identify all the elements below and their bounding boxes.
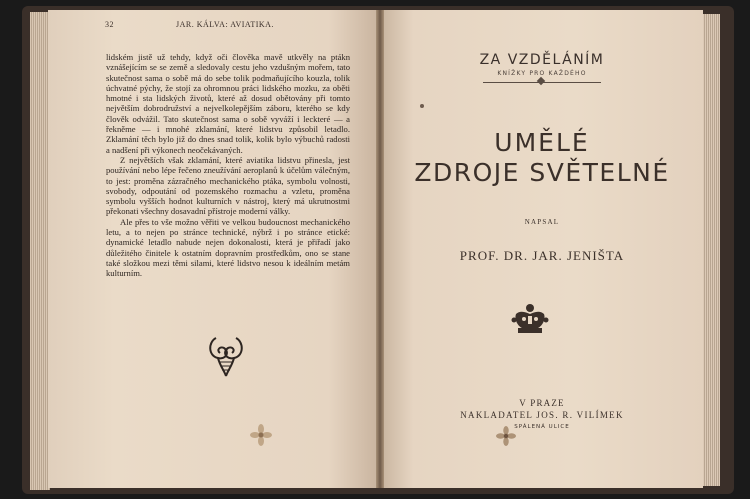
flower-stamp-icon [496, 426, 516, 446]
paragraph-1: lidském jistě už tehdy, když oči člověka mavě utkvěly na ptákn vznášejícím se se země a sledovaly cestu jeho vzdušným mořem, tato skutečnost sama o sobě má do sebe tolik podmaňujícího kouzla, tolik úchvatné pýchy, že stojí za ohromnou práci lidského mozku, za oběti hmotné i sta lidských životů, které až dosud obětovány při tomto největším dobrodružství a nejvelkolepějším záboru, kterého se kdy člověk odvážil. Tato skutečnost sama o sobě vyváží i leckteré — a řekněme — i mnohé zklamání, které lidstvu způsobil letadlo. Zklamání těch bylo již do dnes snad tolik, kolik bylo výbuchů radosti a nadšení při výkonech neočekávaných. [106, 52, 350, 155]
publication-place: V PRAZE [519, 398, 565, 408]
publisher-street: SPÁLENÁ ULICE [514, 424, 570, 430]
art-nouveau-ornament-icon [206, 330, 246, 380]
page-edges-right [702, 14, 720, 486]
paragraph-2: Z největších však zklamání, které aviatika lidstvu přinesla, jest používání nebo lépe řečeno zneužívání aeroplanů k účelům válečným, to jest: proměna zázračného mechanického ptáka, symbolu volnosti, svobody, odpoutání od pozemského rozmachu a vzletu, proměna symbolu vyšších hodnot kulturních v nástroj, který má ukrutnostmi překonati všechny dosavadní přístroje moderní války. [106, 154, 350, 217]
flower-stamp-icon [250, 424, 272, 446]
paragraph-3: Ale přes to vše možno věřiti ve velkou budoucnost mechanického letu, a to nejen po stránce technické, nýbrž i po stránce etické: dynamické letadlo nabude nejen dokonalosti, která je přiřadí jako důležitého činitele k ostatním dopravním prostředkům, ono se stane také složkou mezi těmi silami, které lidstvo nesou k ideálním metám kulturním. [106, 216, 350, 279]
body-text [106, 52, 350, 279]
napsal-label: NAPSAL [524, 218, 560, 226]
page-number: 32 [105, 20, 114, 29]
series-subtitle: KNÍŽKY PRO KAŽDÉHO [497, 70, 587, 77]
page-edges-left [30, 12, 50, 490]
series-title: ZA VZDĚLÁNÍM [479, 52, 605, 68]
publisher-emblem-icon [510, 300, 550, 336]
margin-dot [420, 104, 424, 108]
book-title-line-1: UMĚLÉ [494, 128, 590, 157]
book-title-line-2: ZDROJE SVĚTELNÉ [414, 158, 670, 187]
author-name: PROF. DR. JAR. JENIŠTA [459, 248, 625, 263]
publisher-name: NAKLADATEL JOS. R. VILÍMEK [460, 410, 624, 420]
running-title: JAR. KÁLVA: AVIATIKA. [176, 20, 274, 29]
